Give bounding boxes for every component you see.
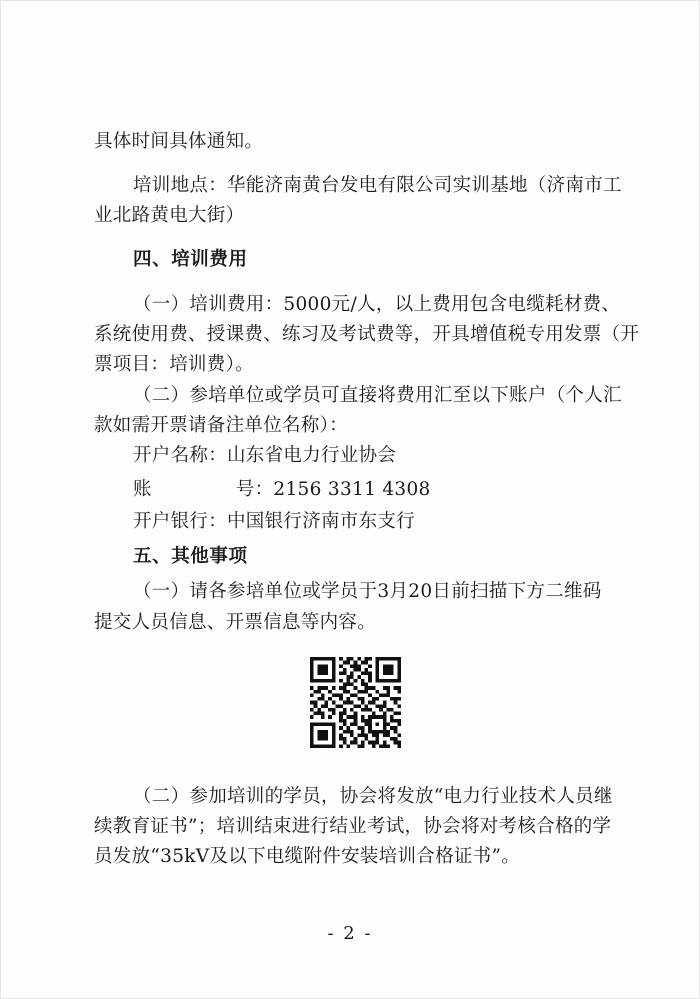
qr-code-graphic [310, 657, 401, 748]
account-number-line [133, 476, 431, 504]
other-paragraph-line: （一）请各参培单位或学员于3月20日前扫描下方二维码 [133, 581, 602, 602]
certificate-paragraph-line: 员发放“35kV及以下电缆附件安装培训合格证书”。 [94, 846, 521, 867]
section-heading-fees: 四、培训费用 [133, 249, 248, 270]
page-number: - 2 - [327, 923, 373, 944]
training-location-line: 培训地点：华能济南黄台发电有限公司实训基地（济南市工 [133, 175, 622, 196]
account-number-label-start: 账 [133, 479, 152, 500]
paragraph-line: 具体时间具体通知。 [94, 131, 264, 152]
fee-paragraph-line: （一）培训费用：5000元/人，以上费用包含电缆耗材费、 [133, 294, 621, 315]
payment-paragraph-line: 款如需开票请备注单位名称）： [94, 415, 348, 436]
payment-paragraph-line: （二）参培单位或学员可直接将费用汇至以下账户（个人汇 [133, 385, 622, 406]
other-paragraph-line: 提交人员信息、开票信息等内容。 [94, 612, 377, 633]
account-name-line: 开户名称：山东省电力行业协会 [133, 445, 397, 466]
qr-code-icon[interactable] [310, 657, 401, 748]
fee-paragraph-line: 系统使用费、授课费、练习及考试费等，开具增值税专用发票（开 [94, 324, 640, 345]
fee-paragraph-line: 票项目：培训费）。 [94, 354, 254, 375]
certificate-paragraph-line: （二）参加培训的学员，协会将发放“电力行业技术人员继 [133, 786, 613, 807]
training-location-line-cont: 业北路黄电大街） [94, 205, 245, 226]
account-number-label-rest: 号：2156 3311 4308 [235, 479, 431, 500]
certificate-paragraph-line: 续教育证书”；培训结束进行结业考试，协会将对考核合格的学 [94, 816, 612, 837]
bank-line: 开户银行：中国银行济南市东支行 [133, 511, 416, 532]
section-heading-other: 五、其他事项 [133, 546, 248, 567]
